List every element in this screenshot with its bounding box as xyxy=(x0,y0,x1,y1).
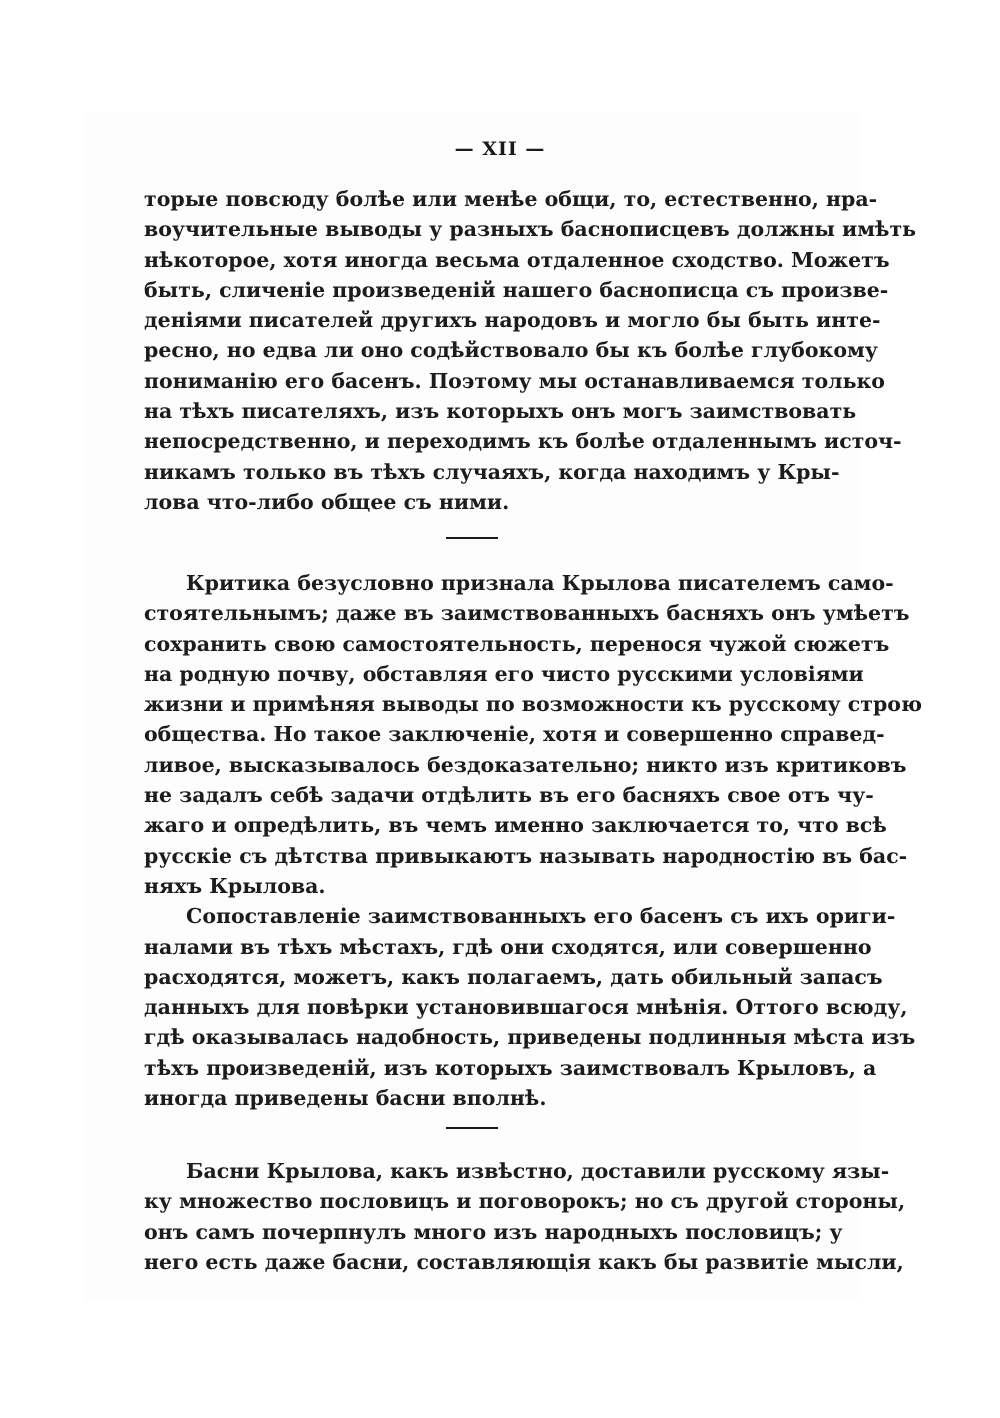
text-line: ливое, высказывалось бездоказательно; никто изъ критиковъ xyxy=(144,752,907,777)
text-line: гдѣ оказывалась надобность, приведены подлинныя мѣста изъ xyxy=(144,1025,916,1050)
text-line: сохранить свою самостоятельность, перенося чужой сюжетъ xyxy=(144,631,890,656)
text-line: никамъ только въ тѣхъ случаяхъ, когда находимъ у Кры- xyxy=(144,459,840,484)
paragraph xyxy=(144,184,917,517)
text-line: няхъ Крылова. xyxy=(144,873,326,898)
paragraph xyxy=(144,568,922,901)
text-line: быть, сличенiе произведенiй нашего баснописца съ произве- xyxy=(144,277,889,302)
text-line: не задалъ себѣ задачи отдѣлить въ его басняхъ свое отъ чу- xyxy=(144,783,874,808)
paragraph xyxy=(144,901,916,1113)
text-line: ресно, но едва ли оно содѣйствовало бы къ болѣе глубокому xyxy=(144,338,878,363)
text-line: пониманiю его басенъ. Поэтому мы останавливаемся только xyxy=(144,368,885,393)
text-line: онъ самъ почерпнулъ много изъ народныхъ пословицъ; у xyxy=(144,1219,843,1244)
text-line: налами въ тѣхъ мѣстахъ, гдѣ они сходятся, или совершенно xyxy=(144,934,872,959)
text-line: расходятся, можетъ, какъ полагаемъ, дать обильный запасъ xyxy=(144,964,883,989)
text-line: Критика безусловно признала Крылова писателемъ само- xyxy=(186,571,894,595)
text-line: жаго и опредѣлить, въ чемъ именно заключается то, что всѣ xyxy=(144,813,887,838)
text-line: Басни Крылова, какъ извѣстно, доставили русскому язы- xyxy=(186,1159,890,1183)
text-line: жизни и примѣняя выводы по возможности къ русскому строю xyxy=(144,692,922,717)
text-line: иногда приведены басни вполнѣ. xyxy=(144,1086,547,1111)
text-line: него есть даже басни, составляющiя какъ бы развитiе мысли, xyxy=(144,1249,904,1274)
text-line: непосредственно, и переходимъ къ болѣе отдаленнымъ источ- xyxy=(144,429,902,454)
section-2 xyxy=(144,568,922,1113)
text-line: воучительные выводы у разныхъ баснописцевъ должны имѣть xyxy=(144,217,917,242)
text-line: денiями писателей другихъ народовъ и могло бы быть инте- xyxy=(144,308,881,333)
page-number: — XII — xyxy=(454,138,546,160)
text-line: лова что-либо общее съ ними. xyxy=(144,489,510,514)
paragraph xyxy=(144,1156,906,1277)
text-line: на родную почву, обставляя его чисто русскими условiями xyxy=(144,661,864,686)
text-line: данныхъ для повѣрки установившагося мнѣнiя. Оттого всюду, xyxy=(144,995,908,1020)
text-line: стоятельнымъ; даже въ заимствованныхъ басняхъ онъ умѣетъ xyxy=(144,601,910,626)
section-separator xyxy=(446,537,498,539)
section-1 xyxy=(144,184,917,517)
section-separator xyxy=(446,1127,498,1129)
text-line: на тѣхъ писателяхъ, изъ которыхъ онъ могъ заимствовать xyxy=(144,399,857,424)
text-line: общества. Но такое заключенiе, хотя и совершенно справед- xyxy=(144,722,885,747)
section-3 xyxy=(144,1156,906,1277)
text-line: Сопоставленiе заимствованныхъ его басенъ съ ихъ ориги- xyxy=(186,904,896,929)
text-line: торые повсюду болѣе или менѣе общи, то, естественно, нра- xyxy=(144,187,878,211)
text-line: русскiе съ дѣтства привыкаютъ называть народностiю въ бас- xyxy=(144,843,908,868)
text-line: тѣхъ произведенiй, изъ которыхъ заимствовалъ Крыловъ, а xyxy=(144,1055,877,1080)
text-line: нѣкоторое, хотя иногда весьма отдаленное сходство. Можетъ xyxy=(144,247,890,272)
text-line: ку множество пословицъ и поговорокъ; но съ другой стороны, xyxy=(144,1189,906,1214)
